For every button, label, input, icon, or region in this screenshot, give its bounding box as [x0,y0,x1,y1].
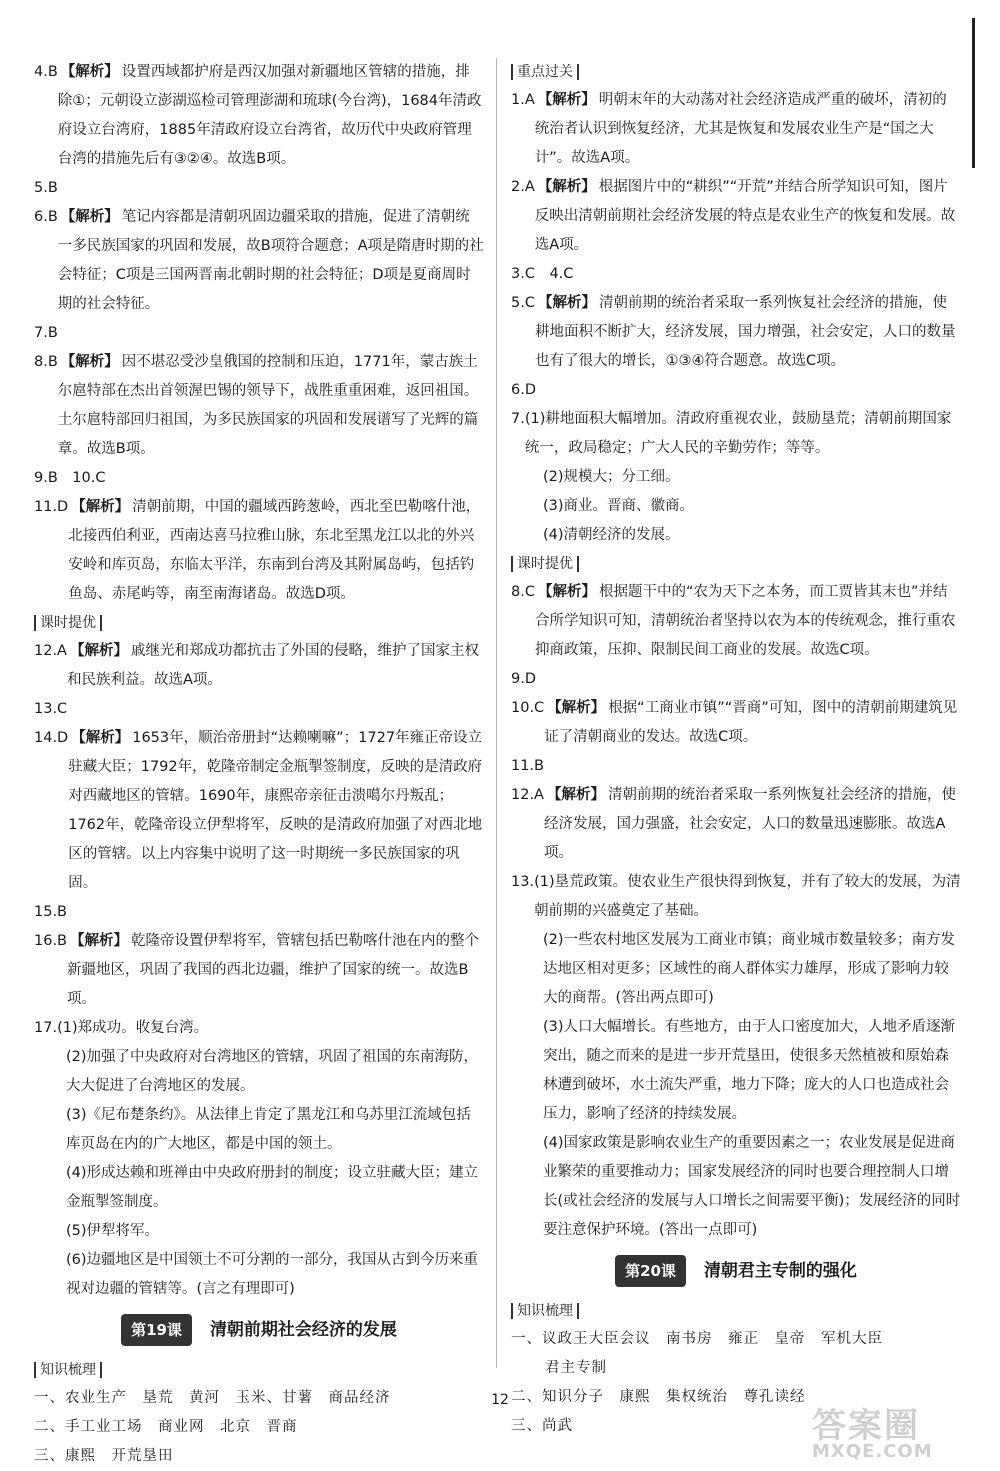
answer-number: 13. [511,874,535,890]
column-divider [496,58,497,1368]
answer-text: 因不堪忍受沙皇俄国的控制和压迫，1771年，蒙古族土尔扈特部在杰出首领渥巴锡的领导下，战胜重重困难，返回祖国。土尔扈特部回归祖国，为多民族国家的巩固和发展谱写了光辉的篇章。故选B项。 [57,354,479,457]
section-label-knowledge-right: 知识梳理 [511,1299,961,1323]
analysis-tag: 【解析】 [537,295,596,311]
answer-list-right [511,86,961,463]
knowledge-line: 一、农业生产 垦荒 黄河 玉米、甘薯 商品经济 [34,1390,391,1406]
knowledge-line: 三、尚武 [511,1418,573,1434]
answer-number: 12.A [511,787,544,803]
answer-number: 4.B [34,64,58,80]
answer-text: 根据图片中的“耕织”“开荒”并结合所学知识可知，图片反映出清朝前期社会经济发展的特点是农业生产的恢复和发展。故选A项。 [534,179,956,253]
answer-item [34,927,484,1014]
answer-item [34,493,484,609]
answer-number: 14.D [34,730,69,746]
answer-number: 8.B [34,354,58,370]
knowledge-line: 二、知识分子 康熙 集权统治 尊孔读经 [511,1389,806,1405]
sub-answer: (4)清朝经济的发展。 [543,527,680,543]
lesson-19-heading [34,1314,484,1346]
answer-text: (1)耕地面积大幅增加。清政府重视农业，鼓励垦荒；清朝前期国家统一，政局稳定；广大人民的辛勤劳作；等等。 [524,411,952,456]
answer-number: 17. [34,1020,58,1036]
answer-item [511,405,961,463]
answer-number: 5.C [511,295,535,311]
answer-item [511,781,961,868]
answer-item [511,665,961,694]
knowledge-line: 三、康熙 开荒垦田 [34,1448,174,1464]
analysis-tag: 【解析】 [70,933,129,949]
answer-text: 设置西域都护府是西汉加强对新疆地区管辖的措施，排除①；元朝设立澎湖巡检司管理澎湖和琉球(今台湾)，1684年清政府设立台湾府，1885年清政府设立台湾省，故历代中央政府管理台湾的措施先后有③②④。故选B项。 [57,64,482,167]
section-label-knowledge-left: 知识梳理 [34,1358,484,1382]
analysis-tag: 【解析】 [60,209,119,225]
answer-number: 3.C 4.C [511,266,574,282]
answer-text: 清朝前期的统治者采取一系列恢复社会经济的措施，使经济发展，国力强盛，社会安定，人口的数量迅速膨胀。故选A项。 [543,787,956,861]
answer-text: 1653年，顺治帝册封“达赖喇嘛”；1727年雍正帝设立驻藏大臣；1792年，乾隆帝制定金瓶掣签制度，反映的是清政府对西藏地区的管辖。1690年，康熙帝亲征击溃噶尔丹叛乱；1762年，乾隆帝设立伊犁将军，反映的是清政府加强了对西北地区的管辖。以上内容集中说明了这一时期统一多民族国家的巩固。 [68,730,483,891]
answer-number: 13.C [34,701,68,717]
answer-number: 7.B [34,325,58,341]
sub-answer: (3)《尼布楚条约》。从法律上肯定了黑龙江和乌苏里江流域包括库页岛在内的广大地区，都是中国的领土。 [66,1107,471,1152]
page-number: 12 [491,1392,509,1408]
question-13-subanswers [511,926,961,1245]
answer-item [511,86,961,173]
answer-number: 9.B 10.C [34,470,106,486]
watermark-logo [812,1398,992,1468]
analysis-tag: 【解析】 [547,700,606,716]
answer-number: 6.D [511,382,536,398]
watermark-line1: 答案圈 [812,1406,920,1446]
answer-item [34,637,484,695]
answer-item [34,58,484,174]
answer-number: 12.A [34,643,67,659]
answer-list-right-2 [511,578,961,926]
answer-text: (1)郑成功。收复台湾。 [57,1020,209,1036]
right-column [511,58,961,1441]
lesson-title: 清朝君主专制的强化 [703,1261,857,1281]
section-label-promote-left: 课时提优 [34,611,484,635]
answer-number: 1.A [511,92,535,108]
answer-text: 明朝末年的大动荡对社会经济造成严重的破坏，清初的统治者认识到恢复经济，尤其是恢复和发展农业生产是“国之大计”。故选A项。 [534,92,947,166]
sub-answer: (3)人口大幅增长。有些地方，由于人口密度加大，人地矛盾逐渐突出，随之而来的是进一步开荒垦田，使很多天然植被和原始森林遭到破坏，水土流失严重，地力下降；庞大的人口也造成社会压力，影响了经济的持续发展。 [543,1019,956,1122]
page-edge-bar [972,18,975,168]
answer-item [34,1014,484,1043]
lesson-title: 清朝前期社会经济的发展 [209,1320,397,1340]
answer-number: 11.B [511,758,545,774]
answer-list-left [34,58,484,609]
answer-item [511,173,961,260]
answer-text: 根据“工商业市镇”“晋商”可知，图中的清朝前期建筑见证了清朝商业的发达。故选C项。 [544,700,958,745]
answer-item [34,174,484,203]
answer-number: 2.A [511,179,535,195]
answer-text: 清朝前期，中国的疆域西跨葱岭，西北至巴勒喀什池，北接西伯利亚，西南达喜马拉雅山脉，东北至黑龙江以北的外兴安岭和库页岛，东临太平洋，东南到台湾及其附属岛屿，包括钓鱼岛、赤尾屿等，南至南海诸岛。故选D项。 [68,499,481,602]
answer-text: 乾隆帝设置伊犁将军，管辖包括巴勒喀什池在内的整个新疆地区，巩固了我国的西北边疆，维护了国家的统一。故选B项。 [67,933,480,1007]
knowledge-line: 君主专制 [545,1360,607,1376]
answer-item [511,752,961,781]
analysis-tag: 【解析】 [60,354,119,370]
answer-item [34,695,484,724]
answer-text: 戚继光和郑成功都抗击了外国的侵略，维护了国家主权和民族利益。故选A项。 [66,643,479,688]
question-17-subanswers [34,1043,484,1304]
watermark-line2: MXQE.COM [812,1441,933,1462]
answer-item [34,898,484,927]
answer-number: 11.D [34,499,69,515]
sub-answer: (2)规模大；分工细。 [543,469,680,485]
sub-answer: (4)形成达赖和班禅由中央政府册封的制度；设立驻藏大臣；建立金瓶掣签制度。 [66,1165,479,1210]
section-label-key: 重点过关 [511,60,961,84]
answer-number: 15.B [34,904,68,920]
answer-item [511,868,961,926]
answer-number: 16.B [34,933,68,949]
lesson-number-badge: 第20课 [615,1255,686,1287]
knowledge-line: 二、手工业工场 商业网 北京 晋商 [34,1419,298,1435]
sub-answer: (6)边疆地区是中国领土不可分割的一部分，我国从古到今历来重视对边疆的管辖等。(言之有理即可) [66,1252,479,1297]
sub-answer: (3)商业。晋商、徽商。 [543,498,695,514]
sub-answer: (2)加强了中央政府对台湾地区的管辖，巩固了祖国的东南海防，大大促进了台湾地区的发展。 [66,1049,479,1094]
sub-answer: (2)一些农村地区发展为工商业市镇；商业城市数量较多；南方发达地区相对更多；区域性的商人群体实力雄厚，形成了影响力较大的商帮。(答出两点即可) [543,932,956,1006]
answer-text: (1)垦荒政策。使农业生产很快得到恢复，并有了较大的发展，为清朝前期的兴盛奠定了基础。 [534,874,961,919]
lesson-20-heading [511,1255,961,1287]
section-label-promote-right: 课时提优 [511,552,961,576]
answer-text: 根据题干中的“农为天下之本务，而工贾皆其末也”并结合所学知识可知，清朝统治者坚持以农为本的传统观念，推行重农抑商政策，压抑、限制民间工商业的发展。故选C项。 [534,584,956,658]
analysis-tag: 【解析】 [546,787,605,803]
answer-item [34,724,484,898]
analysis-tag: 【解析】 [537,92,596,108]
answer-number: 6.B [34,209,58,225]
knowledge-line: 一、议政王大臣会议 南书房 雍正 皇帝 军机大臣 [511,1331,883,1347]
analysis-tag: 【解析】 [69,643,128,659]
left-column [34,58,484,1471]
lesson-number-badge: 第19课 [121,1314,192,1346]
answer-number: 7. [511,411,525,427]
analysis-tag: 【解析】 [537,584,596,600]
answer-item [511,694,961,752]
question-7-subanswers [511,463,961,550]
answer-item [511,376,961,405]
answer-item [511,289,961,376]
analysis-tag: 【解析】 [71,499,130,515]
answer-number: 10.C [511,700,545,716]
answer-number: 9.D [511,671,536,687]
analysis-tag: 【解析】 [537,179,596,195]
answer-item [511,260,961,289]
answer-number: 8.C [511,584,535,600]
answer-item [34,203,484,319]
answer-text: 清朝前期的统治者采取一系列恢复社会经济的措施，使耕地面积不断扩大，经济发展，国力增强，社会安定，人口的数量也有了很大的增长，①③④符合题意。故选C项。 [534,295,956,369]
answer-text: 笔记内容都是清朝巩固边疆采取的措施，促进了清朝统一多民族国家的巩固和发展，故B项符合题意；A项是隋唐时期的社会特征；C项是三国两晋南北朝时期的社会特征；D项是夏商周时期的社会特征。 [57,209,484,312]
answer-item [34,464,484,493]
answer-item [511,578,961,665]
answer-list-left-2 [34,637,484,1043]
analysis-tag: 【解析】 [60,64,119,80]
answer-number: 5.B [34,180,58,196]
answer-item [34,319,484,348]
answer-item [34,348,484,464]
sub-answer: (4)国家政策是影响农业生产的重要因素之一；农业发展是促进商业繁荣的重要推动力；国家发展经济的同时也要合理控制人口增长(或社会经济的发展与人口增长之间需要平衡)；发展经济的同时要注意保护环境。(答出一点即可) [543,1135,961,1238]
sub-answer: (5)伊犁将军。 [66,1223,160,1239]
analysis-tag: 【解析】 [71,730,130,746]
